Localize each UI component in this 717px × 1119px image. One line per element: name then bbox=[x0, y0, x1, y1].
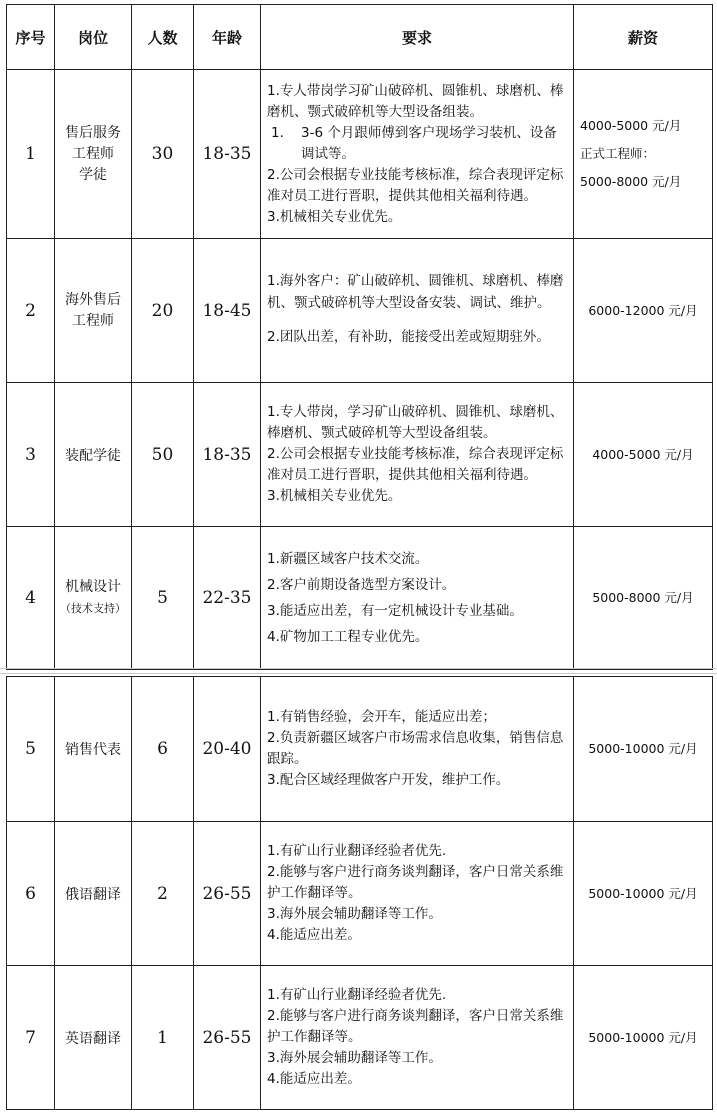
requirement-item: 2.能够与客户进行商务谈判翻译，客户日常关系维护工作翻译等。 bbox=[267, 864, 564, 901]
header-salary: 薪资 bbox=[574, 5, 713, 70]
table-header-row bbox=[7, 5, 713, 70]
row-requirements bbox=[261, 527, 574, 670]
row-age: 18-35 bbox=[194, 70, 261, 239]
row-position bbox=[55, 70, 132, 239]
requirement-list-marker: 1. bbox=[271, 124, 284, 141]
table-row bbox=[7, 527, 713, 670]
requirement-item: 2.负责新疆区域客户市场需求信息收集，销售信息跟踪。 bbox=[267, 730, 564, 767]
page-break-line bbox=[0, 668, 717, 669]
header-position: 岗位 bbox=[55, 5, 132, 70]
row-salary bbox=[574, 966, 713, 1110]
table-row bbox=[7, 239, 713, 383]
row-count: 50 bbox=[132, 383, 194, 527]
row-age: 18-45 bbox=[194, 239, 261, 383]
requirement-item: 1.专人带岗学习矿山破碎机、圆锥机、球磨机、棒磨机、颚式破碎机等大型设备组装。 bbox=[267, 82, 564, 120]
requirement-item: 4.能适应出差。 bbox=[267, 927, 361, 943]
position-line: 机械设计 bbox=[65, 579, 121, 595]
recruitment-table-bottom bbox=[6, 676, 713, 1110]
salary-line: 5000-8000 元/月 bbox=[580, 174, 682, 189]
row-requirements bbox=[261, 239, 574, 383]
position-line: （技术支持） bbox=[60, 602, 126, 615]
row-age: 20-40 bbox=[194, 677, 261, 822]
row-requirements bbox=[261, 966, 574, 1110]
row-seq: 1 bbox=[7, 70, 55, 239]
row-seq: 5 bbox=[7, 677, 55, 822]
table-row bbox=[7, 822, 713, 966]
requirement-item: 2.能够与客户进行商务谈判翻译，客户日常关系维护工作翻译等。 bbox=[267, 1008, 564, 1045]
row-salary bbox=[574, 239, 713, 383]
row-seq: 7 bbox=[7, 966, 55, 1110]
row-age: 26-55 bbox=[194, 966, 261, 1110]
requirement-item: 3.海外展会辅助翻译等工作。 bbox=[267, 906, 442, 922]
requirement-item bbox=[267, 123, 567, 165]
row-position bbox=[55, 822, 132, 966]
row-requirements bbox=[261, 822, 574, 966]
row-requirements bbox=[261, 677, 574, 822]
requirement-item: 1.新疆区域客户技术交流。 bbox=[267, 551, 429, 567]
row-salary bbox=[574, 822, 713, 966]
salary-line: 4000-5000 元/月 bbox=[592, 446, 694, 462]
recruitment-table-top bbox=[6, 4, 713, 670]
row-salary bbox=[574, 677, 713, 822]
row-age: 18-35 bbox=[194, 383, 261, 527]
salary-line: 6000-12000 元/月 bbox=[588, 302, 698, 318]
requirement-item: 1.有销售经验，会开车，能适应出差； bbox=[267, 709, 496, 725]
requirement-item: 2.客户前期设备选型方案设计。 bbox=[267, 577, 456, 593]
requirement-item: 3.配合区域经理做客户开发，维护工作。 bbox=[267, 772, 510, 788]
row-seq: 6 bbox=[7, 822, 55, 966]
position-line: 工程师 bbox=[72, 145, 114, 162]
row-salary bbox=[574, 527, 713, 670]
row-count: 30 bbox=[132, 70, 194, 239]
row-age: 22-35 bbox=[194, 527, 261, 670]
table-row bbox=[7, 383, 713, 527]
salary-line: 正式工程师： bbox=[580, 146, 656, 161]
row-seq: 4 bbox=[7, 527, 55, 670]
requirement-item: 4.矿物加工工程专业优先。 bbox=[267, 629, 429, 645]
row-count: 5 bbox=[132, 527, 194, 670]
salary-line: 5000-10000 元/月 bbox=[588, 741, 698, 756]
row-salary bbox=[574, 70, 713, 239]
salary-line: 5000-10000 元/月 bbox=[588, 885, 698, 901]
requirement-item: 2.团队出差，有补助，能接受出差或短期驻外。 bbox=[267, 328, 550, 345]
salary-line: 4000-5000 元/月 bbox=[580, 118, 682, 133]
requirement-item: 1.专人带岗，学习矿山破碎机、圆锥机、球磨机、棒磨机、颚式破碎机等大型设备组装。 bbox=[267, 404, 564, 441]
position-line: 销售代表 bbox=[65, 742, 121, 758]
requirement-item: 2.公司会根据专业技能考核标准，综合表现评定标准对员工进行晋职，提供其他相关福利待遇。 bbox=[267, 446, 564, 483]
table-row bbox=[7, 966, 713, 1110]
row-requirements bbox=[261, 70, 574, 239]
requirement-item: 1.海外客户：矿山破碎机、圆锥机、球磨机、棒磨机、颚式破碎机等大型设备安装、调试、维护。 bbox=[267, 272, 564, 311]
row-count: 1 bbox=[132, 966, 194, 1110]
salary-line: 5000-8000 元/月 bbox=[592, 590, 694, 605]
row-requirements bbox=[261, 383, 574, 527]
requirement-text: 3-6 个月跟师傅到客户现场学习装机、设备调试等。 bbox=[301, 124, 557, 162]
requirement-item: 2.公司会根据专业技能考核标准，综合表现评定标准对员工进行晋职，提供其他相关福利待遇。 bbox=[267, 166, 564, 204]
row-position bbox=[55, 966, 132, 1110]
row-count: 6 bbox=[132, 677, 194, 822]
position-line: 英语翻译 bbox=[65, 1030, 121, 1047]
table-row bbox=[7, 70, 713, 239]
position-line: 装配学徒 bbox=[65, 447, 121, 464]
requirement-item: 3.能适应出差，有一定机械设计专业基础。 bbox=[267, 603, 523, 619]
row-position bbox=[55, 383, 132, 527]
row-salary bbox=[574, 383, 713, 527]
requirement-item: 3.机械相关专业优先。 bbox=[267, 488, 402, 504]
requirement-item: 3.机械相关专业优先。 bbox=[267, 208, 402, 225]
row-age: 26-55 bbox=[194, 822, 261, 966]
table-row bbox=[7, 677, 713, 822]
position-line: 学徒 bbox=[79, 166, 107, 183]
position-line: 售后服务 bbox=[65, 124, 121, 141]
header-age: 年龄 bbox=[194, 5, 261, 70]
row-count: 20 bbox=[132, 239, 194, 383]
row-position bbox=[55, 239, 132, 383]
page-break-line bbox=[0, 673, 717, 674]
requirement-item: 1.有矿山行业翻译经验者优先. bbox=[267, 843, 447, 859]
requirement-item: 4.能适应出差。 bbox=[267, 1071, 361, 1087]
row-seq: 2 bbox=[7, 239, 55, 383]
row-position bbox=[55, 527, 132, 670]
salary-line: 5000-10000 元/月 bbox=[588, 1029, 698, 1045]
requirement-item: 3.海外展会辅助翻译等工作。 bbox=[267, 1050, 442, 1066]
position-line: 海外售后 bbox=[65, 291, 121, 308]
header-requirements: 要求 bbox=[261, 5, 574, 70]
requirement-item: 1.有矿山行业翻译经验者优先. bbox=[267, 987, 447, 1003]
row-count: 2 bbox=[132, 822, 194, 966]
position-line: 俄语翻译 bbox=[65, 886, 121, 903]
position-line: 工程师 bbox=[72, 312, 114, 329]
header-seq: 序号 bbox=[7, 5, 55, 70]
row-seq: 3 bbox=[7, 383, 55, 527]
header-count: 人数 bbox=[132, 5, 194, 70]
row-position bbox=[55, 677, 132, 822]
